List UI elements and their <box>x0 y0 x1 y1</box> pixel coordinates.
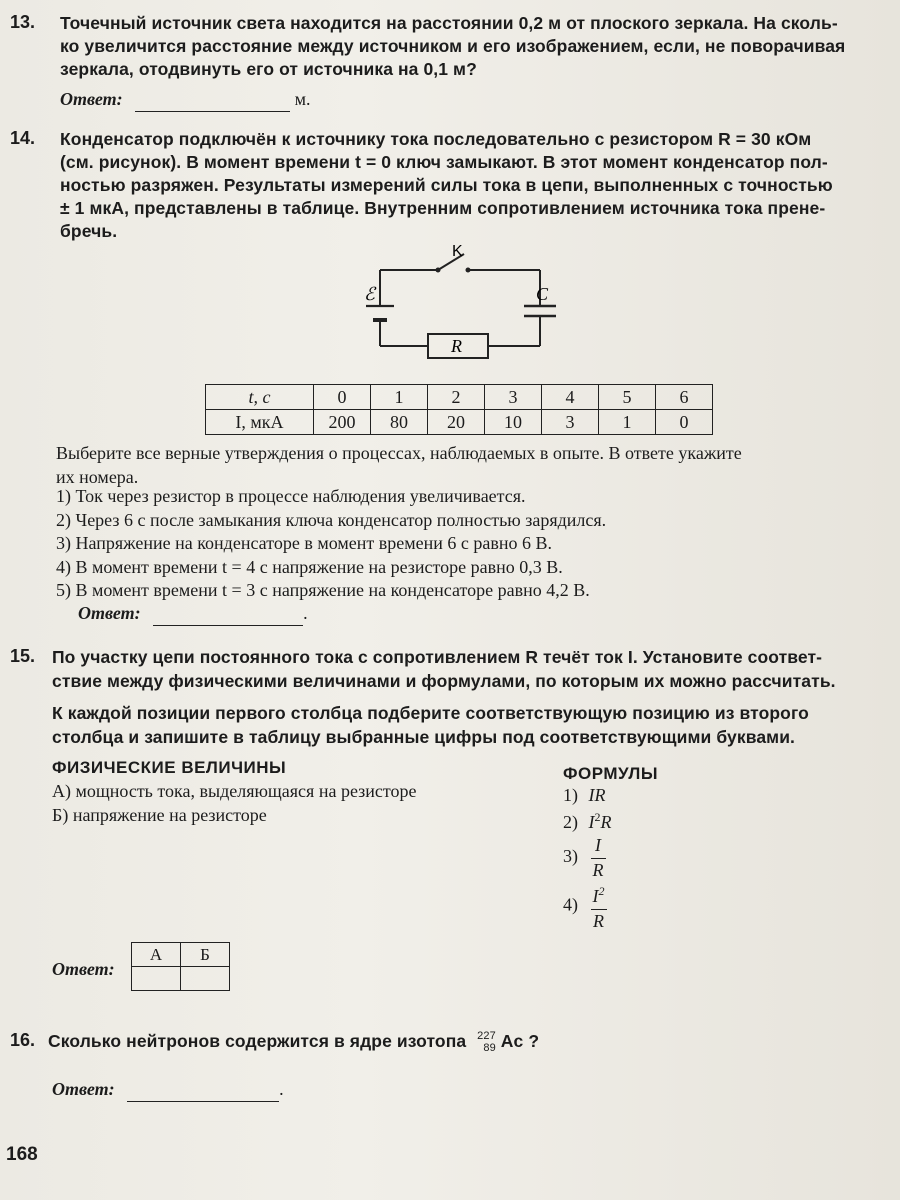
table-cell: 80 <box>371 410 428 435</box>
mass-number: 227 <box>477 1030 496 1043</box>
atomic-number: 89 <box>483 1042 496 1055</box>
formula-exponent: 2 <box>598 884 605 898</box>
formula-tail: R <box>600 812 612 832</box>
answer-label: Ответ: <box>52 1079 115 1099</box>
circuit-diagram <box>350 240 570 370</box>
q16-answer: Ответ: . <box>52 1078 284 1102</box>
q15-text <box>52 646 900 749</box>
table-cell: 200 <box>314 410 371 435</box>
isotope-numbers <box>477 1030 496 1054</box>
fraction-numerator <box>591 880 607 910</box>
q14-instruction-line: Выберите все верные утверждения о процессах, наблюдаемых в опыте. В ответе укажите <box>56 443 742 463</box>
q16-text <box>48 1030 539 1054</box>
q15-line: ствие между физическими величинами и формулами, по которым их можно рассчитать. <box>52 670 836 691</box>
table-cell: 0 <box>314 385 371 410</box>
q14-answer-field[interactable] <box>153 607 303 626</box>
table-cell: 4 <box>542 385 599 410</box>
answer-label: Ответ: <box>60 89 123 109</box>
q16-question: Сколько нейтронов содержится в ядре изотопа <box>48 1031 467 1051</box>
element-symbol: Ac ? <box>500 1031 540 1051</box>
q14-option: 4) В момент времени t = 4 с напряжение на резисторе равно 0,3 В. <box>56 556 563 577</box>
fraction-denominator: R <box>593 910 604 931</box>
q14-line: бречь. <box>60 221 118 241</box>
answer-col-b: Б <box>181 943 230 967</box>
q14-number: 14. <box>10 128 36 148</box>
answer-label: Ответ: <box>52 959 115 979</box>
q13-number: 13. <box>10 12 36 32</box>
q13-answer <box>60 88 310 112</box>
formula-base: I <box>592 886 599 906</box>
q14-answer: Ответ: . <box>78 602 308 626</box>
table-row <box>206 385 713 410</box>
quantities-list <box>52 780 417 827</box>
formula-number: 3) <box>563 846 578 867</box>
q14-text <box>60 128 900 243</box>
table-row <box>206 410 713 435</box>
resistor-label: R <box>451 336 462 356</box>
quantity-item: Б) напряжение на резисторе <box>52 804 267 825</box>
q14-instruction-line: их номера. <box>56 466 139 487</box>
quantities-heading: ФИЗИЧЕСКИЕ ВЕЛИЧИНЫ <box>52 758 287 777</box>
capacitor-label: C <box>536 284 549 304</box>
table-cell: 10 <box>485 410 542 435</box>
q15-line: К каждой позиции первого столбца подберите соответствующую позицию из второго <box>52 703 809 723</box>
q14-line: ностью разряжен. Результаты измерений силы тока в цепи, выполненных с точностью <box>60 175 833 195</box>
formula-number: 2) <box>563 812 578 832</box>
formula-3 <box>563 834 606 882</box>
fraction-numerator: I <box>591 834 606 859</box>
q14-option: 1) Ток через резистор в процессе наблюдения увеличивается. <box>56 486 526 506</box>
table-cell: 3 <box>542 410 599 435</box>
formula-number: 1) <box>563 785 578 805</box>
answer-cell-a[interactable] <box>132 967 181 991</box>
q14-line: ± 1 мкА, представлены в таблице. Внутренним сопротивлением источника тока прене- <box>60 198 826 218</box>
formula-1 <box>563 784 606 808</box>
formula-number: 4) <box>563 894 578 915</box>
table-cell: 1 <box>371 385 428 410</box>
q14-option: 2) Через 6 с после замыкания ключа конденсатор полностью зарядился. <box>56 509 607 530</box>
q16-number: 16. <box>10 1030 36 1050</box>
table-cell: 2 <box>428 385 485 410</box>
q14-line: (см. рисунок). В момент времени t = 0 ключ замыкают. В этот момент конденсатор пол- <box>60 152 828 172</box>
q16-answer-field[interactable] <box>127 1083 279 1102</box>
formula-4 <box>563 880 607 933</box>
page-number: 168 <box>6 1144 38 1165</box>
q15-line: столбца и запишите в таблицу выбранные цифры под соответствующими буквами. <box>52 726 796 747</box>
q13-line: зеркала, отодвинуть его от источника на 0,1 м? <box>60 59 477 79</box>
q14-option: 5) В момент времени t = 3 с напряжение на конденсаторе равно 4,2 В. <box>56 580 590 600</box>
q15-number: 15. <box>10 646 36 666</box>
q14-instruction <box>56 442 900 489</box>
table-header: t, c <box>206 385 314 410</box>
fraction <box>591 880 607 933</box>
formula-exponent: 2 <box>594 810 601 824</box>
table-cell: 1 <box>599 410 656 435</box>
table-cell: 6 <box>656 385 713 410</box>
q14-option: 3) Напряжение на конденсаторе в момент времени 6 с равно 6 В. <box>56 533 552 553</box>
formulas-heading: ФОРМУЛЫ <box>563 764 659 783</box>
table-cell: 5 <box>599 385 656 410</box>
q14-line: Конденсатор подключён к источнику тока последовательно с резистором R = 30 кОм <box>60 129 812 149</box>
answer-label: Ответ: <box>78 603 141 623</box>
q13-line: Точечный источник света находится на расстоянии 0,2 м от плоского зеркала. На сколь- <box>60 13 838 33</box>
table-cell: 3 <box>485 385 542 410</box>
formula-2 <box>563 806 612 835</box>
measurement-table <box>205 384 713 435</box>
formula-base: I <box>588 812 595 832</box>
q13-text <box>60 12 900 81</box>
q13-line: ко увеличится расстояние между источником и его изображением, если, не поворачивая <box>60 36 846 56</box>
q15-answer-table <box>131 942 230 991</box>
table-cell: 20 <box>428 410 485 435</box>
q15-answer-label <box>52 958 115 982</box>
quantity-item: А) мощность тока, выделяющаяся на резисторе <box>52 781 417 801</box>
fraction <box>591 834 606 882</box>
q15-line: По участку цепи постоянного тока с сопротивлением R течёт ток I. Установите соответ- <box>52 647 823 667</box>
answer-unit: м. <box>294 89 311 109</box>
key-label: K <box>452 243 463 260</box>
table-cell: 0 <box>656 410 713 435</box>
formula-expression: IR <box>588 785 606 805</box>
table-header: I, мкА <box>206 410 314 435</box>
emf-label: ℰ <box>364 284 375 304</box>
answer-cell-b[interactable] <box>181 967 230 991</box>
q14-options <box>56 485 900 603</box>
answer-col-a: А <box>132 943 181 967</box>
fraction-denominator: R <box>592 859 604 880</box>
q13-answer-field[interactable] <box>135 93 290 112</box>
